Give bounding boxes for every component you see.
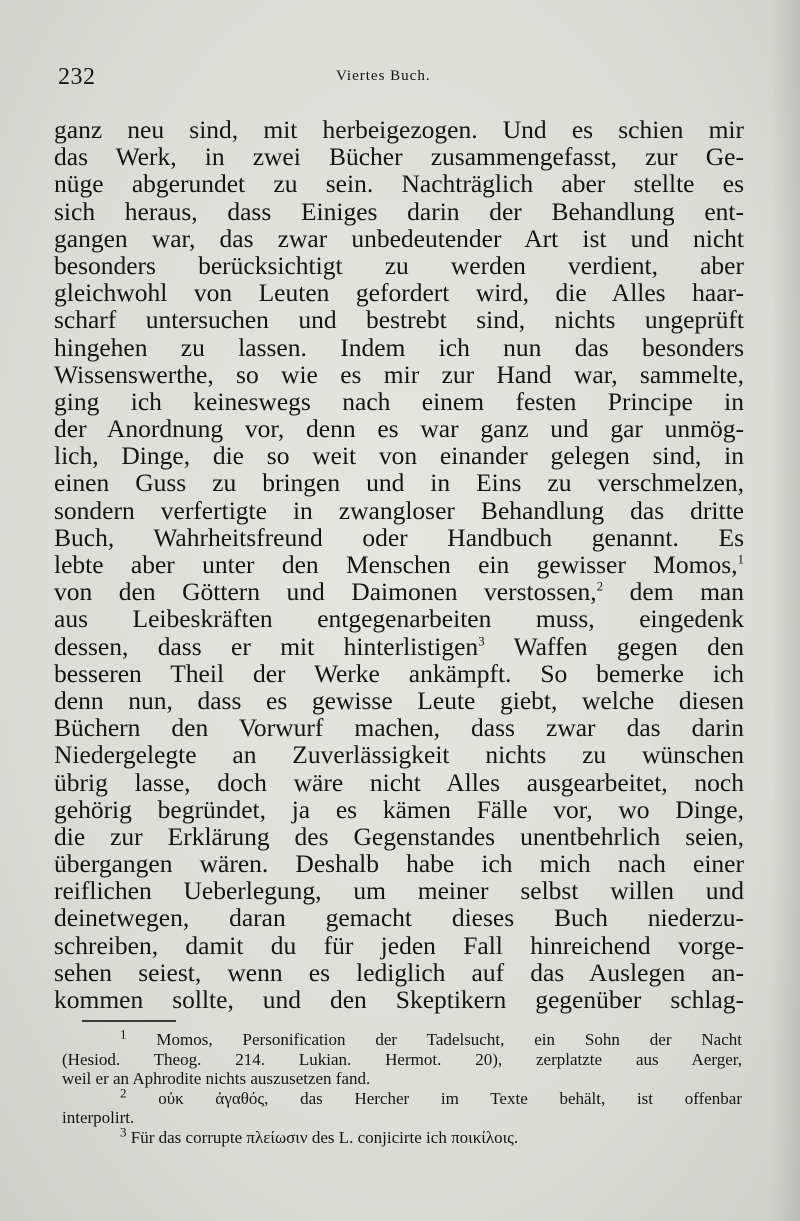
text-line: besonders berücksichtigt zu werden verdient, aber [54,250,744,280]
page-edge-shadow [772,0,800,1221]
text-line: sich heraus, dass Einiges darin der Behandlung ent- [54,196,744,226]
footnote-1-line [62,1026,742,1050]
text-line: gehörig begründet, ja es kämen Fälle vor, wo Dinge, [54,794,744,824]
main-text-block [54,116,744,1013]
text-line: reiflichen Ueberlegung, um meiner selbst willen und [54,876,744,906]
text-line: übrig lasse, doch wäre nicht Alles ausgearbeitet, noch [54,767,744,797]
text-line: gleichwohl von Leuten gefordert wird, die Alles haar- [54,278,744,308]
footnote-1-line: (Hesiod. Theog. 214. Lukian. Hermot. 20), zerplatzte aus Aerger, [62,1049,742,1069]
text-line: gangen war, das zwar unbedeutender Art ist und nicht [54,223,744,253]
text-line: übergangen wären. Deshalb habe ich mich nach einer [54,849,744,879]
text-line-with-footnote [54,578,744,605]
text-line: sondern verfertigte in zwangloser Behandlung das dritte [54,495,744,525]
footnote-2-line: interpolirt. [62,1108,135,1127]
text-segment: Waffen gegen den [484,631,744,661]
text-segment: von den Göttern und Daimonen verstossen, [54,577,597,607]
footnote-1-line: weil er an Aphrodite nichts auszusetzen fand. [62,1069,371,1088]
page-header [58,64,758,94]
text-segment: dessen, dass er mit hinterlistigen [54,631,479,661]
footnote-2-text: οὐκ ἀγαθός, das Hercher im Texte behält, ist offenbar [158,1088,742,1108]
text-line: Wissenswerthe, so wie es mir zur Hand war, sammelte, [54,359,744,389]
text-line: das Werk, in zwei Bücher zusammengefasst, zur Ge- [54,142,744,172]
text-line: Büchern den Vorwurf machen, dass zwar das darin [54,713,744,743]
footnote-separator [82,1020,176,1022]
footnote-marker-1: 1 [737,551,744,567]
text-line: der Anordnung vor, denn es war ganz und gar unmög- [54,414,744,444]
text-line: scharf untersuchen und bestrebt sind, nichts ungeprüft [54,305,744,335]
footnote-2-marker: 2 [120,1084,127,1100]
footnotes-block [62,1026,742,1147]
text-line: kommen sollte, und den Skeptikern gegenüber schlag- [54,985,744,1014]
text-line: schreiben, damit du für jeden Fall hinreichend vorge- [54,930,744,960]
text-line: besseren Theil der Werke ankämpft. So bemerke ich [54,658,744,688]
page-number: 232 [58,64,96,90]
footnote-3-marker: 3 [120,1123,127,1139]
text-line: ganz neu sind, mit herbeigezogen. Und es schien mir [54,115,744,144]
running-head: Viertes Buch. [336,68,431,84]
text-line: deinetwegen, daran gemacht dieses Buch niederzu- [54,903,744,933]
footnote-1-text: Momos, Personification der Tadelsucht, ein Sohn der Nacht [156,1030,742,1049]
text-line: lich, Dinge, die so weit von einander gelegen sind, in [54,441,744,471]
footnote-3-text: Für das corrupte πλείωσιν des L. conjicirte ich ποικίλοις. [130,1127,519,1147]
text-line: Buch, Wahrheitsfreund oder Handbuch genannt. Es [54,522,744,552]
footnote-marker-2: 2 [596,578,604,594]
text-segment: dem man [603,577,745,607]
text-line-with-footnote [54,633,744,660]
text-line: aus Leibeskräften entgegenarbeiten muss, eingedenk [54,604,744,634]
text-line: die zur Erklärung des Gegenstandes unentbehrlich seien, [54,821,744,851]
text-line: hingehen zu lassen. Indem ich nun das besonders [54,332,744,362]
text-line: denn nun, dass es gewisse Leute giebt, welche diesen [54,685,744,715]
text-segment: lebte aber unter den Menschen ein gewisser Momos, [54,550,738,579]
footnote-1-marker: 1 [120,1026,127,1042]
footnote-3-line [62,1123,742,1148]
text-line: Niedergelegte an Zuverlässigkeit nichts zu wünschen [54,740,744,770]
footnote-2-line [62,1084,742,1109]
text-line: nüge abgerundet zu sein. Nachträglich aber stellte es [54,169,744,199]
text-line: einen Guss zu bringen und in Eins zu verschmelzen, [54,468,744,498]
text-line-with-footnote [54,551,744,578]
text-line: sehen seiest, wenn es lediglich auf das Auslegen an- [54,957,744,987]
footnote-marker-3: 3 [478,633,485,649]
text-line: ging ich keineswegs nach einem festen Principe in [54,386,744,416]
